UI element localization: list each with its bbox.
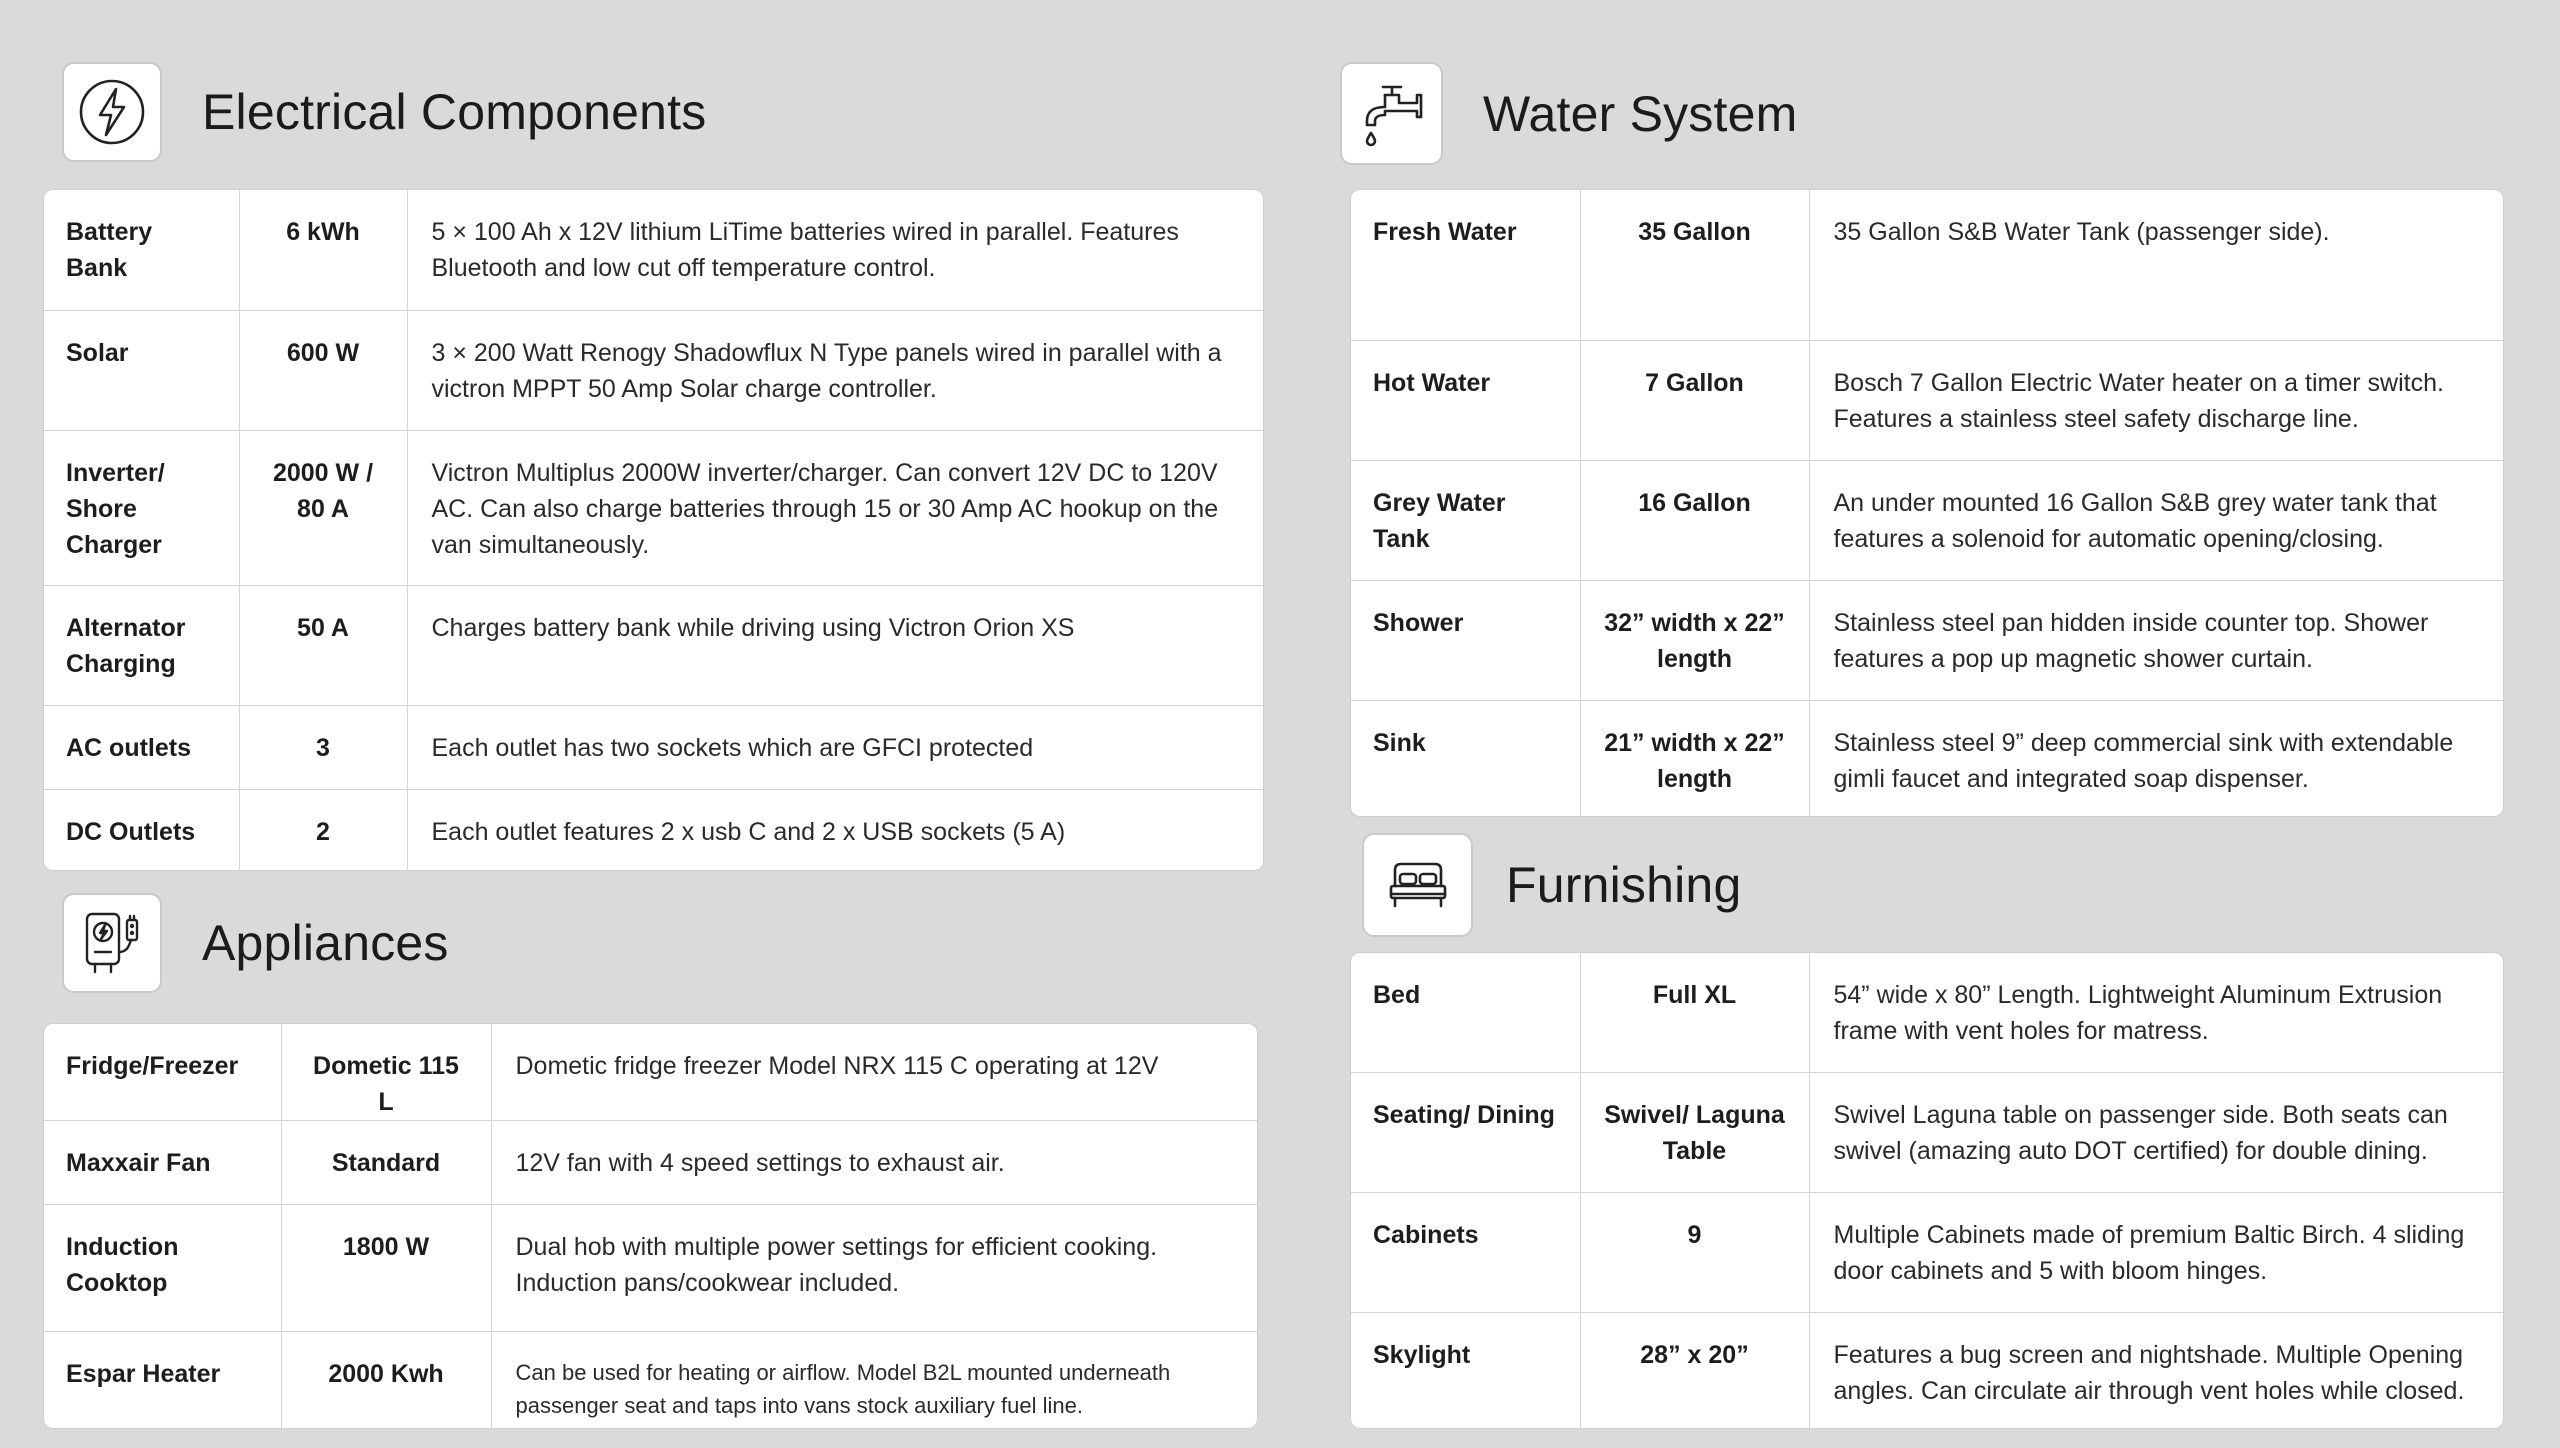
row-value: 21” width x 22” length [1580,700,1809,817]
table-row [1351,1072,2503,1192]
water-heater-appliance-icon [62,893,162,993]
row-value: Dometic 115 L [281,1024,491,1121]
row-name: Bed [1351,953,1580,1072]
table-row [1351,340,2503,460]
row-description: Victron Multiplus 2000W inverter/charger. Can convert 12V DC to 120V AC. Can also charge batteries through 15 or 30 Amp AC hookup on the van simultaneously. [407,430,1263,585]
section-title: Appliances [202,915,449,971]
row-description: 12V fan with 4 speed settings to exhaust air. [491,1121,1257,1205]
row-name: Maxxair Fan [44,1121,281,1205]
table-row [1351,190,2503,340]
furnishing-table [1350,952,2504,1429]
section-title: Furnishing [1506,857,1742,913]
table-row [1351,1312,2503,1429]
table-row [44,190,1263,310]
water-faucet-icon [1340,62,1443,165]
row-name: DC Outlets [44,789,239,871]
lightning-bolt-icon [62,62,162,162]
row-name: Fridge/Freezer [44,1024,281,1121]
row-name: Skylight [1351,1312,1580,1429]
section-title: Water System [1483,85,1798,142]
row-value: 2000 Kwh [281,1332,491,1430]
row-value: 35 Gallon [1580,190,1809,340]
row-value: 600 W [239,310,407,430]
table-row [44,789,1263,871]
table-row [44,1024,1257,1121]
table-row [44,310,1263,430]
row-description: Dual hob with multiple power settings for efficient cooking. Induction pans/cookwear included. [491,1205,1257,1332]
table-row [1351,700,2503,817]
row-name: Alternator Charging [44,585,239,705]
row-description: Each outlet has two sockets which are GFCI protected [407,705,1263,789]
row-description: 35 Gallon S&B Water Tank (passenger side). [1809,190,2503,340]
row-value: 16 Gallon [1580,460,1809,580]
row-description: Bosch 7 Gallon Electric Water heater on a timer switch. Features a stainless steel safety discharge line. [1809,340,2503,460]
table-row [44,1332,1257,1430]
row-name: Induction Cooktop [44,1205,281,1332]
row-description: Swivel Laguna table on passenger side. Both seats can swivel (amazing auto DOT certified) for double dining. [1809,1072,2503,1192]
row-name: Grey Water Tank [1351,460,1580,580]
row-description: Stainless steel 9” deep commercial sink with extendable gimli faucet and integrated soap dispenser. [1833,728,2454,793]
row-description: Stainless steel pan hidden inside counter top. Shower features a pop up magnetic shower curtain. [1809,580,2503,700]
table-row [44,430,1263,585]
row-name: Inverter/ Shore Charger [44,430,239,585]
row-value: Standard [281,1121,491,1205]
section-title: Electrical Components [202,84,707,140]
row-value: 7 Gallon [1580,340,1809,460]
table-row [44,1205,1257,1332]
row-name: Solar [44,310,239,430]
row-name: Espar Heater [44,1332,281,1430]
row-name: Sink [1351,700,1580,817]
row-value: 2 [239,789,407,871]
row-name: Seating/ Dining [1351,1072,1580,1192]
table-row [44,705,1263,789]
row-value: 2000 W / 80 A [239,430,407,585]
row-value: Swivel/ Laguna Table [1580,1072,1809,1192]
row-description: Dometic fridge freezer Model NRX 115 C operating at 12V [491,1024,1257,1121]
row-name: AC outlets [44,705,239,789]
row-name: Shower [1351,580,1580,700]
water-table [1350,189,2504,817]
table-row [44,585,1263,705]
row-name: Cabinets [1351,1192,1580,1312]
row-value: 50 A [239,585,407,705]
row-value: 32” width x 22” length [1580,580,1809,700]
table-row [1351,580,2503,700]
row-description: Features a bug screen and nightshade. Multiple Opening angles. Can circulate air through vent holes while closed. [1833,1340,2465,1405]
water-section-header [1340,62,1798,165]
row-description: 3 × 200 Watt Renogy Shadowflux N Type panels wired in parallel with a victron MPPT 50 Amp Solar charge controller. [407,310,1263,430]
bed-icon [1362,833,1473,937]
furnishing-section-header [1362,833,1741,937]
row-description: An under mounted 16 Gallon S&B grey water tank that features a solenoid for automatic opening/closing. [1809,460,2503,580]
row-value: Full XL [1580,953,1809,1072]
table-row [44,1121,1257,1205]
row-description: Multiple Cabinets made of premium Baltic Birch. 4 sliding door cabinets and 5 with bloom hinges. [1809,1192,2503,1312]
row-description: Each outlet features 2 x usb C and 2 x USB sockets (5 A) [431,817,1066,846]
row-value: 28” x 20” [1580,1312,1809,1429]
row-name: Hot Water [1351,340,1580,460]
table-row [1351,460,2503,580]
electrical-section-header [62,62,706,162]
row-name: Fresh Water [1351,190,1580,340]
table-row [1351,953,2503,1072]
table-row [1351,1192,2503,1312]
row-description: 5 × 100 Ah x 12V lithium LiTime batteries wired in parallel. Features Bluetooth and low cut off temperature control. [407,190,1263,310]
appliances-table [43,1023,1258,1429]
row-value: 3 [239,705,407,789]
row-description: Can be used for heating or airflow. Model B2L mounted underneath passenger seat and taps into vans stock auxiliary fuel line. [515,1360,1171,1418]
row-description: Charges battery bank while driving using Victron Orion XS [407,585,1263,705]
row-name: Battery Bank [44,190,239,310]
row-description: 54” wide x 80” Length. Lightweight Aluminum Extrusion frame with vent holes for matress. [1809,953,2503,1072]
row-value: 6 kWh [239,190,407,310]
row-value: 9 [1580,1192,1809,1312]
appliances-section-header [62,893,449,993]
electrical-table [43,189,1264,871]
row-value: 1800 W [281,1205,491,1332]
